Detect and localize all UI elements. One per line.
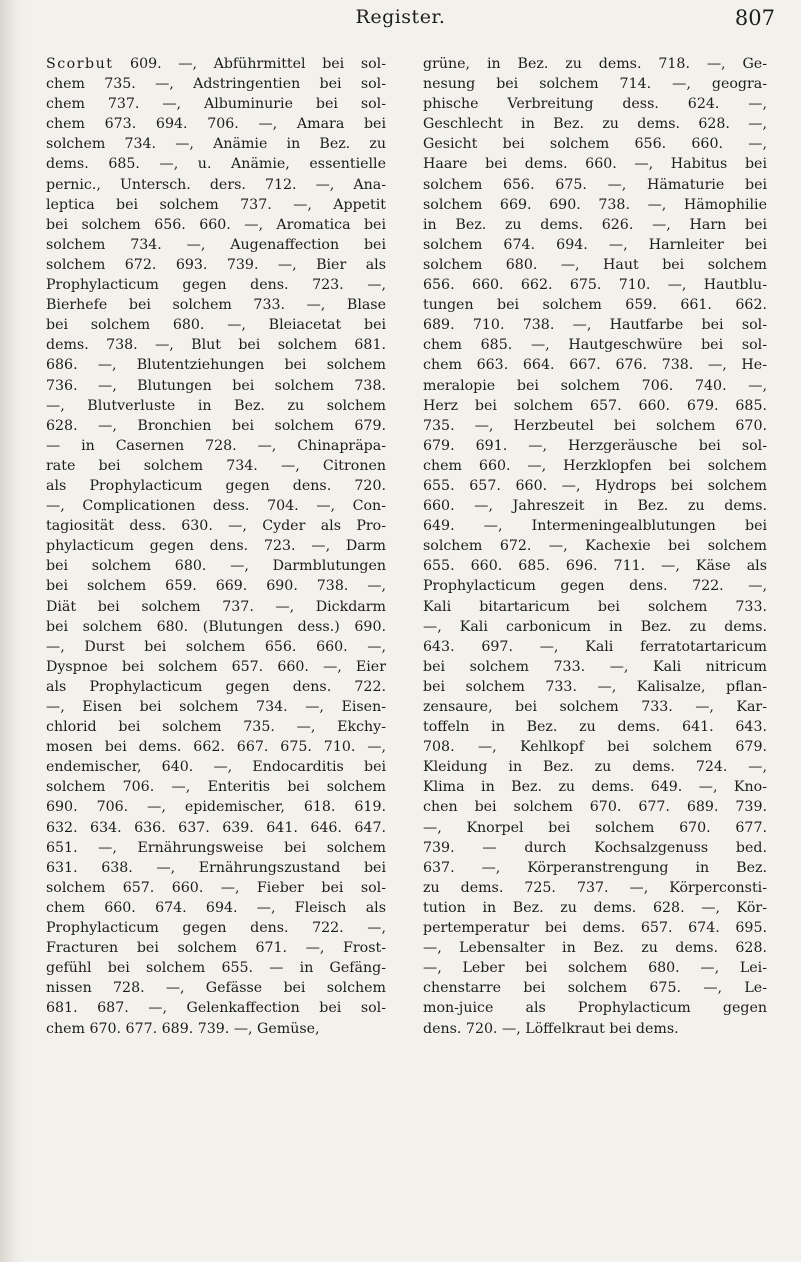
index-line xyxy=(46,74,386,94)
index-line-text: —, Complicationen dess. 704. —, Con- xyxy=(46,498,386,515)
index-line-text: chem 660. —, Herzklopfen bei solchem xyxy=(423,457,767,474)
index-line-text: bei solchem 656. 660. —, Aromatica bei xyxy=(46,216,386,233)
index-line-text: nissen 728. —, Gefässe bei solchem xyxy=(46,980,386,997)
index-line xyxy=(423,436,767,456)
index-line-text: Klima in Bez. zu dems. 649. —, Kno- xyxy=(423,779,767,796)
index-line xyxy=(423,657,767,677)
index-line xyxy=(46,94,386,114)
index-line-text: chem 663. 664. 667. 676. 738. —, He- xyxy=(423,357,767,374)
index-line-text: als Prophylacticum gegen dens. 722. xyxy=(46,678,386,695)
index-line-text: 655. 660. 685. 696. 711. —, Käse als xyxy=(423,558,767,575)
index-line-text: phische Verbreitung dess. 624. —, xyxy=(423,96,767,113)
index-line xyxy=(46,275,386,295)
index-line xyxy=(423,677,767,697)
index-line-text: chem 685. —, Hautgeschwüre bei sol- xyxy=(423,337,767,354)
index-line xyxy=(423,376,767,396)
index-line xyxy=(46,134,386,154)
index-line-text: Prophylacticum gegen dens. 723. —, xyxy=(46,277,386,294)
index-line xyxy=(46,637,386,657)
index-line-text: solchem 656. 675. —, Hämaturie bei xyxy=(423,176,767,193)
index-line xyxy=(46,717,386,737)
index-line-text: 632. 634. 636. 637. 639. 641. 646. 647. xyxy=(46,819,386,836)
index-line-text: 689. 710. 738. —, Hautfarbe bei sol- xyxy=(423,317,767,334)
index-line-text: Dyspnoe bei solchem 657. 660. —, Eier xyxy=(46,658,386,675)
index-line-text: —, Lebensalter in Bez. zu dems. 628. xyxy=(423,940,767,957)
index-line xyxy=(423,978,767,998)
index-line-text: —, Eisen bei solchem 734. —, Eisen- xyxy=(46,699,386,715)
index-line xyxy=(46,516,386,536)
index-line-text: chenstarre bei solchem 675. —, Le- xyxy=(423,980,767,997)
index-line-text: Kali bitartaricum bei solchem 733. xyxy=(423,598,767,615)
index-line-text: 649. —, Intermeningealblutungen bei xyxy=(423,518,767,535)
index-line xyxy=(423,396,767,416)
index-line-text: 631. 638. —, Ernährungszustand bei xyxy=(46,859,386,876)
index-line-text: solchem 672. 693. 739. —, Bier als xyxy=(46,256,386,273)
index-line-text: 609. —, Abführmittel bei sol- xyxy=(113,56,386,72)
index-line xyxy=(423,456,767,476)
index-line xyxy=(46,235,386,255)
index-line xyxy=(46,1019,386,1039)
index-line-text: 660. —, Jahreszeit in Bez. zu dems. xyxy=(423,498,767,515)
index-line xyxy=(423,516,767,536)
index-line xyxy=(423,255,767,275)
index-line xyxy=(423,215,767,235)
index-line xyxy=(423,737,767,757)
index-line xyxy=(46,657,386,677)
index-line-text: —, Knorpel bei solchem 670. 677. xyxy=(423,819,767,836)
index-line-text: gefühl bei solchem 655. — in Gefäng- xyxy=(46,960,386,977)
index-line-text: grüne, in Bez. zu dems. 718. —, Ge- xyxy=(423,56,767,72)
index-line-text: bei solchem 659. 669. 690. 738. —, xyxy=(46,578,386,595)
index-line-text: 656. 660. 662. 675. 710. —, Hautblu- xyxy=(423,277,767,294)
index-line-text: — in Casernen 728. —, Chinapräpa- xyxy=(46,437,386,454)
index-line-text: solchem 672. —, Kachexie bei solchem xyxy=(423,538,767,555)
index-line-text: solchem 734. —, Augenaffection bei xyxy=(46,236,386,253)
index-line xyxy=(423,918,767,938)
index-line xyxy=(46,777,386,797)
index-line-text: Fracturen bei solchem 671. —, Frost- xyxy=(46,940,386,957)
index-line-text: solchem 674. 694. —, Harnleiter bei xyxy=(423,236,767,253)
index-line xyxy=(46,54,386,74)
index-line-text: solchem 680. —, Haut bei solchem xyxy=(423,256,767,273)
index-line-text: Diät bei solchem 737. —, Dickdarm xyxy=(46,598,386,615)
index-line xyxy=(46,476,386,496)
index-line xyxy=(423,536,767,556)
index-line xyxy=(46,597,386,617)
index-line xyxy=(423,295,767,315)
index-line-text: bei solchem 680. —, Bleiacetat bei xyxy=(46,317,386,334)
index-line-text: chem 660. 674. 694. —, Fleisch als xyxy=(46,899,386,916)
index-line xyxy=(46,978,386,998)
index-line-text: in Bez. zu dems. 626. —, Harn bei xyxy=(423,216,767,233)
index-line xyxy=(423,898,767,918)
index-line xyxy=(46,416,386,436)
index-line-text: rate bei solchem 734. —, Citronen xyxy=(46,457,386,474)
index-line-text: Geschlecht in Bez. zu dems. 628. —, xyxy=(423,116,767,133)
index-line-text: solchem 734. —, Anämie in Bez. zu xyxy=(46,136,386,153)
index-line-text: toffeln in Bez. zu dems. 641. 643. xyxy=(423,719,767,736)
index-line xyxy=(46,154,386,174)
index-line xyxy=(46,295,386,315)
index-line xyxy=(46,576,386,596)
index-line xyxy=(423,275,767,295)
index-line xyxy=(423,838,767,858)
index-line-text: chem 737. —, Albuminurie bei sol- xyxy=(46,96,386,113)
index-line xyxy=(46,436,386,456)
index-line xyxy=(423,114,767,134)
index-line xyxy=(46,697,386,717)
index-line-text: 655. 657. 660. —, Hydrops bei solchem xyxy=(423,477,767,494)
index-line xyxy=(423,195,767,215)
index-line xyxy=(46,335,386,355)
index-line-text: bei solchem 733. —, Kalisalze, pflan- xyxy=(423,678,767,695)
index-line-text: 651. —, Ernährungsweise bei solchem xyxy=(46,839,386,856)
index-line-text: als Prophylacticum gegen dens. 720. xyxy=(46,477,386,494)
index-line-text: 739. — durch Kochsalzgenuss bed. xyxy=(423,839,767,856)
index-line xyxy=(423,858,767,878)
index-line-text: dems. 738. —, Blut bei solchem 681. xyxy=(46,337,386,354)
index-line xyxy=(423,416,767,436)
index-line xyxy=(423,74,767,94)
page-number: 807 xyxy=(734,6,775,30)
index-line xyxy=(423,878,767,898)
index-line xyxy=(46,114,386,134)
index-line xyxy=(423,355,767,375)
index-line-text: Prophylacticum gegen dens. 722. —, xyxy=(423,578,767,595)
index-line xyxy=(46,496,386,516)
index-line xyxy=(46,396,386,416)
index-line xyxy=(423,637,767,657)
index-line-text: bei solchem 680. —, Darmblutungen xyxy=(46,558,386,575)
index-line xyxy=(46,918,386,938)
index-line-text: —, Leber bei solchem 680. —, Lei- xyxy=(423,960,767,977)
index-line-text: —, Blutverluste in Bez. zu solchem xyxy=(46,397,386,414)
index-line xyxy=(423,154,767,174)
index-line-text: nesung bei solchem 714. —, geogra- xyxy=(423,76,767,93)
index-line xyxy=(423,576,767,596)
index-line xyxy=(46,737,386,757)
index-line-text: 736. —, Blutungen bei solchem 738. xyxy=(46,377,386,394)
index-line xyxy=(423,958,767,978)
index-line xyxy=(46,215,386,235)
index-line xyxy=(423,556,767,576)
running-title: Register. xyxy=(355,6,446,28)
index-line xyxy=(46,677,386,697)
index-line-text: 637. —, Körperanstrengung in Bez. xyxy=(423,859,767,876)
index-line xyxy=(423,94,767,114)
index-line xyxy=(423,757,767,777)
index-line xyxy=(423,717,767,737)
index-line-text: Gesicht bei solchem 656. 660. —, xyxy=(423,136,767,153)
index-line xyxy=(423,697,767,717)
index-line-text: chem 735. —, Adstringentien bei sol- xyxy=(46,76,386,93)
index-line-text: tagiosität dess. 630. —, Cyder als Pro- xyxy=(46,518,386,535)
index-line xyxy=(423,777,767,797)
index-line-text: dens. 720. —, Löffelkraut bei dems. xyxy=(423,1020,679,1037)
index-line xyxy=(46,898,386,918)
index-line-text: chem 673. 694. 706. —, Amara bei xyxy=(46,116,386,133)
index-line xyxy=(423,496,767,516)
index-line-text: 686. —, Blutentziehungen bei solchem xyxy=(46,357,386,374)
index-line xyxy=(46,376,386,396)
index-line-text: Kleidung in Bez. zu dems. 724. —, xyxy=(423,759,767,776)
index-line-text: solchem 669. 690. 738. —, Hämophilie xyxy=(423,196,767,213)
left-column xyxy=(46,54,386,1039)
index-line-text: 679. 691. —, Herzgeräusche bei sol- xyxy=(423,437,767,454)
index-line xyxy=(423,938,767,958)
index-line-text: tution in Bez. zu dems. 628. —, Kör- xyxy=(423,899,767,916)
index-line xyxy=(423,235,767,255)
index-line-text: solchem 657. 660. —, Fieber bei sol- xyxy=(46,879,386,896)
index-line-text: —, Kali carbonicum in Bez. zu dems. xyxy=(423,618,767,635)
index-line-text: 690. 706. —, epidemischer, 618. 619. xyxy=(46,799,386,816)
index-line xyxy=(423,797,767,817)
index-line-text: leptica bei solchem 737. —, Appetit xyxy=(46,196,386,213)
index-line xyxy=(423,175,767,195)
index-line xyxy=(46,838,386,858)
index-line-text: phylacticum gegen dens. 723. —, Darm xyxy=(46,538,386,555)
index-line-text: endemischer, 640. —, Endocarditis bei xyxy=(46,759,386,776)
index-line xyxy=(46,536,386,556)
index-line xyxy=(46,175,386,195)
index-line-text: meralopie bei solchem 706. 740. —, xyxy=(423,377,767,394)
index-line xyxy=(46,355,386,375)
index-line-text: tungen bei solchem 659. 661. 662. xyxy=(423,297,767,314)
index-line xyxy=(423,818,767,838)
index-line-text: bei solchem 680. (Blutungen dess.) 690. xyxy=(46,618,386,635)
index-line-text: zu dems. 725. 737. —, Körperconsti- xyxy=(423,879,767,896)
index-line-text: dems. 685. —, u. Anämie, essentielle xyxy=(46,156,386,173)
index-line xyxy=(46,858,386,878)
index-line-text: 643. 697. —, Kali ferratotartaricum xyxy=(423,638,767,655)
index-line xyxy=(423,476,767,496)
index-line-text: Bierhefe bei solchem 733. —, Blase xyxy=(46,297,386,314)
index-line xyxy=(423,315,767,335)
index-line-text: zensaure, bei solchem 733. —, Kar- xyxy=(423,699,767,715)
index-line-text: —, Durst bei solchem 656. 660. —, xyxy=(46,638,386,655)
index-line xyxy=(423,597,767,617)
index-line-text: Prophylacticum gegen dens. 722. —, xyxy=(46,920,386,937)
index-line-text: chen bei solchem 670. 677. 689. 739. xyxy=(423,799,767,816)
index-line-text: mosen bei dems. 662. 667. 675. 710. —, xyxy=(46,739,386,756)
index-line-text: 681. 687. —, Gelenkaffection bei sol- xyxy=(46,1000,386,1017)
index-line-text: solchem 706. —, Enteritis bei solchem xyxy=(46,779,386,796)
index-line-text: bei solchem 733. —, Kali nitricum xyxy=(423,658,767,675)
page-edge-shadow xyxy=(0,0,26,1262)
index-line xyxy=(423,134,767,154)
index-line-text: Haare bei dems. 660. —, Habitus bei xyxy=(423,156,767,173)
index-line-text: 735. —, Herzbeutel bei solchem 670. xyxy=(423,417,767,434)
index-line xyxy=(46,757,386,777)
index-line xyxy=(46,958,386,978)
index-line-text: 628. —, Bronchien bei solchem 679. xyxy=(46,417,386,434)
page-header xyxy=(0,6,801,40)
index-line xyxy=(46,556,386,576)
index-line xyxy=(423,998,767,1018)
index-line xyxy=(46,878,386,898)
index-line-text: mon-juice als Prophylacticum gegen xyxy=(423,1000,767,1017)
index-line-text: chlorid bei solchem 735. —, Ekchy- xyxy=(46,719,386,736)
index-line xyxy=(423,1019,767,1039)
index-line xyxy=(423,335,767,355)
index-line xyxy=(46,617,386,637)
index-line-text: Herz bei solchem 657. 660. 679. 685. xyxy=(423,397,767,414)
index-line xyxy=(46,797,386,817)
index-line xyxy=(46,818,386,838)
index-line-text: pertemperatur bei dems. 657. 674. 695. xyxy=(423,920,767,937)
index-line xyxy=(46,255,386,275)
index-line-text: 708. —, Kehlkopf bei solchem 679. xyxy=(423,739,767,756)
index-line xyxy=(46,195,386,215)
index-line xyxy=(423,54,767,74)
index-line xyxy=(46,938,386,958)
index-head-word: Scorbut xyxy=(46,56,114,72)
index-line xyxy=(423,617,767,637)
right-column xyxy=(423,54,767,1039)
index-line xyxy=(46,998,386,1018)
index-line xyxy=(46,456,386,476)
index-line-text: chem 670. 677. 689. 739. —, Gemüse, xyxy=(46,1020,320,1037)
index-line xyxy=(46,315,386,335)
index-line-text: pernic., Untersch. ders. 712. —, Ana- xyxy=(46,176,386,193)
